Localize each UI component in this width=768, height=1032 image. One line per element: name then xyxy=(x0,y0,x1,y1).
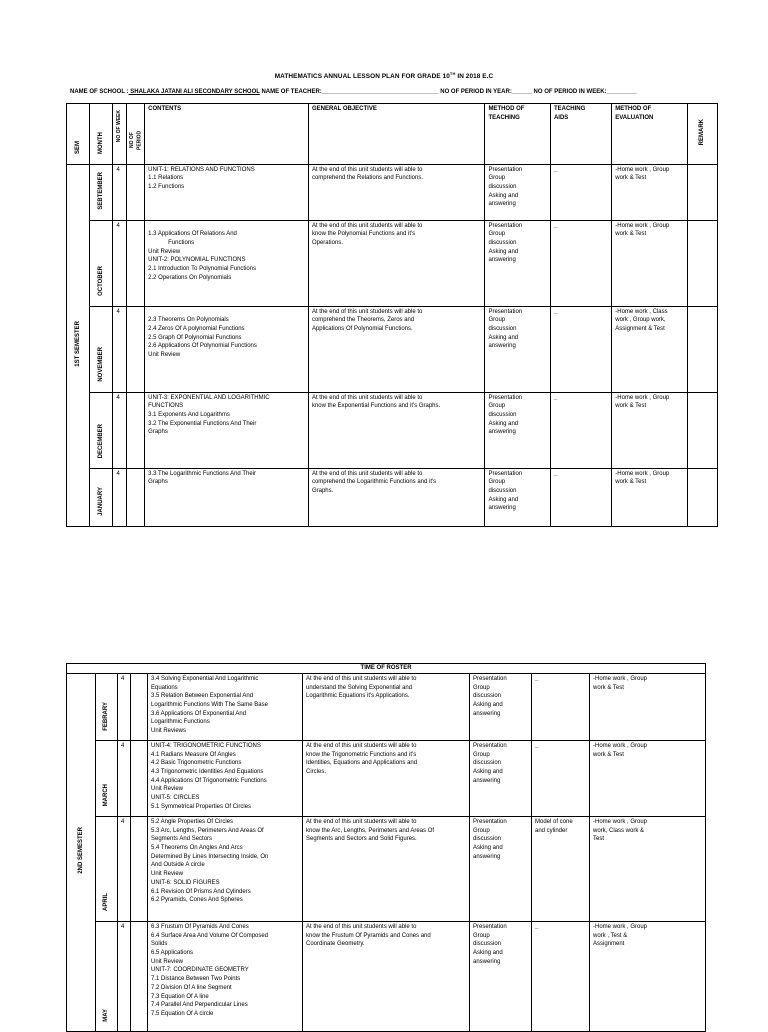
weeks-cell: 4 xyxy=(118,674,131,741)
remark-cell xyxy=(688,468,718,526)
table-header-row xyxy=(67,104,718,165)
evaluation-cell: -Home work , Group work & Test xyxy=(612,468,688,526)
table-row xyxy=(67,817,706,922)
method-cell: Presentation Group discussion Asking and answering xyxy=(470,922,532,1032)
weeks-cell: 4 xyxy=(118,922,131,1032)
objective-cell: At the end of this unit students will able to comprehend the Logarithmic Functions and it's Graphs. xyxy=(308,468,484,526)
month-cell: NOVEMBER xyxy=(90,306,113,392)
periods-cell xyxy=(127,468,145,526)
evaluation-cell: -Home work , Group work & Test xyxy=(612,392,688,468)
lesson-plan-table-semester-2 xyxy=(66,663,706,1032)
periods-cell xyxy=(131,817,148,922)
semester-2-label: 2ND SEMESTER xyxy=(67,674,96,1032)
periods-cell xyxy=(127,306,145,392)
weeks-cell: 4 xyxy=(113,220,127,306)
aids-cell: _ xyxy=(550,468,611,526)
periods-cell xyxy=(131,741,148,817)
evaluation-cell: -Home work , Group work & Test xyxy=(590,674,706,741)
evaluation-cell: -Home work , Class work , Group work, Assignment & Test xyxy=(612,306,688,392)
weeks-cell: 4 xyxy=(113,164,127,220)
teacher-label: NAME OF TEACHER:___________________________________ xyxy=(259,89,439,95)
periods-week-label: NO OF PERIOD IN WEEK:_________ xyxy=(531,89,637,95)
objective-cell: At the end of this unit students will able to know the Frustum Of Pyramids and Cones and Coordinate Geometry. xyxy=(303,922,470,1032)
method-cell: Presentation Group discussion Asking and answering xyxy=(485,164,551,220)
objective-cell: At the end of this unit students will able to know the Arc, Lengths, Perimeters and Areas Of Segments and Sectors and Solid Figures. xyxy=(303,817,470,922)
objective-cell: At the end of this unit students will able to understand the Solving Exponential and Logarithmic Equations it's Applications. xyxy=(303,674,470,741)
remark-cell xyxy=(688,220,718,306)
table-row xyxy=(67,741,706,817)
contents-cell: UNIT-3: EXPONENTIAL AND LOGARITHMIC FUNCTIONS 3.1 Exponents And Logarithms 3.2 The Exponential Functions And Their Graphs xyxy=(145,392,309,468)
periods-cell xyxy=(127,392,145,468)
col-header-month: MONTH xyxy=(90,104,113,165)
col-header-remark: REMARK xyxy=(688,104,718,165)
aids-cell: _ xyxy=(532,674,590,741)
col-header-evaluation: METHOD OF EVALUATION xyxy=(612,104,688,165)
method-cell: Presentation Group discussion Asking and answering xyxy=(470,674,532,741)
month-cell: MARCH xyxy=(96,741,118,817)
objective-cell: At the end of this unit students will able to know the Exponential Functions and it's Graphs. xyxy=(308,392,484,468)
method-cell: Presentation Group discussion Asking and answering xyxy=(485,468,551,526)
table-row xyxy=(67,674,706,741)
aids-cell: _ xyxy=(532,741,590,817)
objective-cell: At the end of this unit students will able to know the Polynomial Functions and it's Operations. xyxy=(308,220,484,306)
contents-cell: 2.3 Theorems On Polynomials 2.4 Zeros Of A polynomial Functions 2.5 Graph Of Polynomial Functions 2.6 Applications Of Polynomial Functions Unit Review xyxy=(145,306,309,392)
month-cell: APRIL xyxy=(96,817,118,922)
periods-cell xyxy=(127,220,145,306)
evaluation-cell: -Home work , Group work , Test & Assignment xyxy=(590,922,706,1032)
col-header-objective: GENERAL OBJECTIVE xyxy=(308,104,484,165)
table-row xyxy=(67,164,718,220)
contents-cell: 6.3 Frustum Of Pyramids And Cones 6.4 Surface Area And Volume Of Composed Solids 6.5 Applications Unit Review UNIT-7: COORDINATE GEOMETRY 7.1 Distance Between Two Points 7.2 Division Of A line Segment 7.3 Equation Of A line 7.4 Parallel And Perpendicular Lines 7.5 Equation Of A circle xyxy=(148,922,303,1032)
aids-cell: _ xyxy=(550,220,611,306)
semester-1-label: 1ST SEMESTER xyxy=(67,164,90,526)
month-cell: MAY xyxy=(96,922,118,1032)
table-row xyxy=(67,392,718,468)
evaluation-cell: -Home work , Group work, Class work & Test xyxy=(590,817,706,922)
contents-cell: 3.4 Solving Exponential And Logarithmic Equations 3.5 Relation Between Exponential And Logarithmic Functions With The Same Base 3.6 Applications Of Exponential And Logarithmic Functions Unit Reviews xyxy=(148,674,303,741)
roster-row xyxy=(67,664,706,674)
objective-cell: At the end of this unit students will able to comprehend the Relations and Functions. xyxy=(308,164,484,220)
weeks-cell: 4 xyxy=(118,817,131,922)
remark-cell xyxy=(688,392,718,468)
col-header-weeks: NO OF WEEK xyxy=(113,104,127,165)
periods-cell xyxy=(127,164,145,220)
weeks-cell: 4 xyxy=(118,741,131,817)
remark-cell xyxy=(688,306,718,392)
lesson-plan-table-semester-1 xyxy=(66,103,718,527)
month-cell: JANUARY xyxy=(90,468,113,526)
remark-cell xyxy=(688,164,718,220)
roster-heading: TIME OF ROSTER xyxy=(67,664,706,674)
col-header-contents: CONTENTS xyxy=(145,104,309,165)
evaluation-cell: -Home work , Group work & Test xyxy=(612,220,688,306)
table-row xyxy=(67,468,718,526)
col-header-periods: NO OF PERIOD xyxy=(127,104,145,165)
contents-cell: 5.2 Angle Properties Of Circles 5.3 Arc, Lengths, Perimeters And Areas Of Segments And Sectors 5.4 Theorems On Angles And Arcs Determined By Lines Intersecting Inside, On And Outside A circle Unit Review UNIT-6: SOLID FIGURES 6.1 Revision Of Prisms And Cylinders 6.2 Pyramids, Cones And Spheres xyxy=(148,817,303,922)
periods-cell xyxy=(131,674,148,741)
weeks-cell: 4 xyxy=(113,306,127,392)
page-title: MATHEMATICS ANNUAL LESSON PLAN FOR GRADE 10TH IN 2018 E.C xyxy=(274,71,494,81)
contents-cell: 3.3 The Logarithmic Functions And Their Graphs xyxy=(145,468,309,526)
aids-cell: _ xyxy=(532,922,590,1032)
evaluation-cell: -Home work , Group work & Test xyxy=(612,164,688,220)
objective-cell: At the end of this unit students will able to comprehend the Theorems, Zeros and Applications Of Polynomial Functions. xyxy=(308,306,484,392)
col-header-method: METHOD OF TEACHING xyxy=(485,104,551,165)
aids-cell: _ xyxy=(550,164,611,220)
aids-cell: _ xyxy=(550,306,611,392)
evaluation-cell: -Home work , Group work & Test xyxy=(590,741,706,817)
school-header xyxy=(70,89,710,95)
col-header-aids: TEACHING AIDS xyxy=(550,104,611,165)
method-cell: Presentation Group discussion Asking and answering xyxy=(485,306,551,392)
method-cell: Presentation Group discussion Asking and answering xyxy=(485,220,551,306)
school-label: NAME OF SCHOOL : xyxy=(70,89,129,95)
weeks-cell: 4 xyxy=(113,392,127,468)
weeks-cell: 4 xyxy=(113,468,127,526)
month-cell: OCTOBER xyxy=(90,220,113,306)
table-row xyxy=(67,922,706,1032)
table-row xyxy=(67,306,718,392)
aids-cell: _ xyxy=(550,392,611,468)
contents-cell: UNIT-4: TRIGONOMETRIC FUNCTIONS 4.1 Radians Measure Of Angles 4.2 Basic Trigonometric Functions 4.3 Trigonometric Identities And Equations 4.4 Applications Of Trigonometric Functions Unit Review UNIT-5: CIRCLES 5.1 Symmetrical Properties Of Circles xyxy=(148,741,303,817)
contents-cell: 1.3 Applications Of Relations And Functions Unit Review UNIT-2: POLYNOMIAL FUNCTIONS 2.1 Introduction To Polynomial Functions 2.2 Operations On Polynomials xyxy=(145,220,309,306)
periods-cell xyxy=(131,922,148,1032)
contents-cell: UNIT-1: RELATIONS AND FUNCTIONS 1.1 Relations 1.2 Functions xyxy=(145,164,309,220)
table-row xyxy=(67,220,718,306)
month-cell: DECEMBER xyxy=(90,392,113,468)
col-header-sem: SEM xyxy=(67,104,90,165)
method-cell: Presentation Group discussion Asking and answering xyxy=(485,392,551,468)
month-cell: SEBTEMBER xyxy=(90,164,113,220)
aids-cell: Model of cone and cylinder xyxy=(532,817,590,922)
school-name: SHALAKA JATANI ALI SECONDARY SCHOOL xyxy=(128,89,260,95)
objective-cell: At the end of this unit students will able to know the Trigonometric Functions and it's Identities, Equations and Applications and Circles. xyxy=(303,741,470,817)
method-cell: Presentation Group discussion Asking and answering xyxy=(470,741,532,817)
month-cell: FEBRARY xyxy=(96,674,118,741)
method-cell: Presentation Group discussion Asking and answering xyxy=(470,817,532,922)
periods-year-label: NO OF PERIOD IN YEAR:______ xyxy=(438,89,532,95)
